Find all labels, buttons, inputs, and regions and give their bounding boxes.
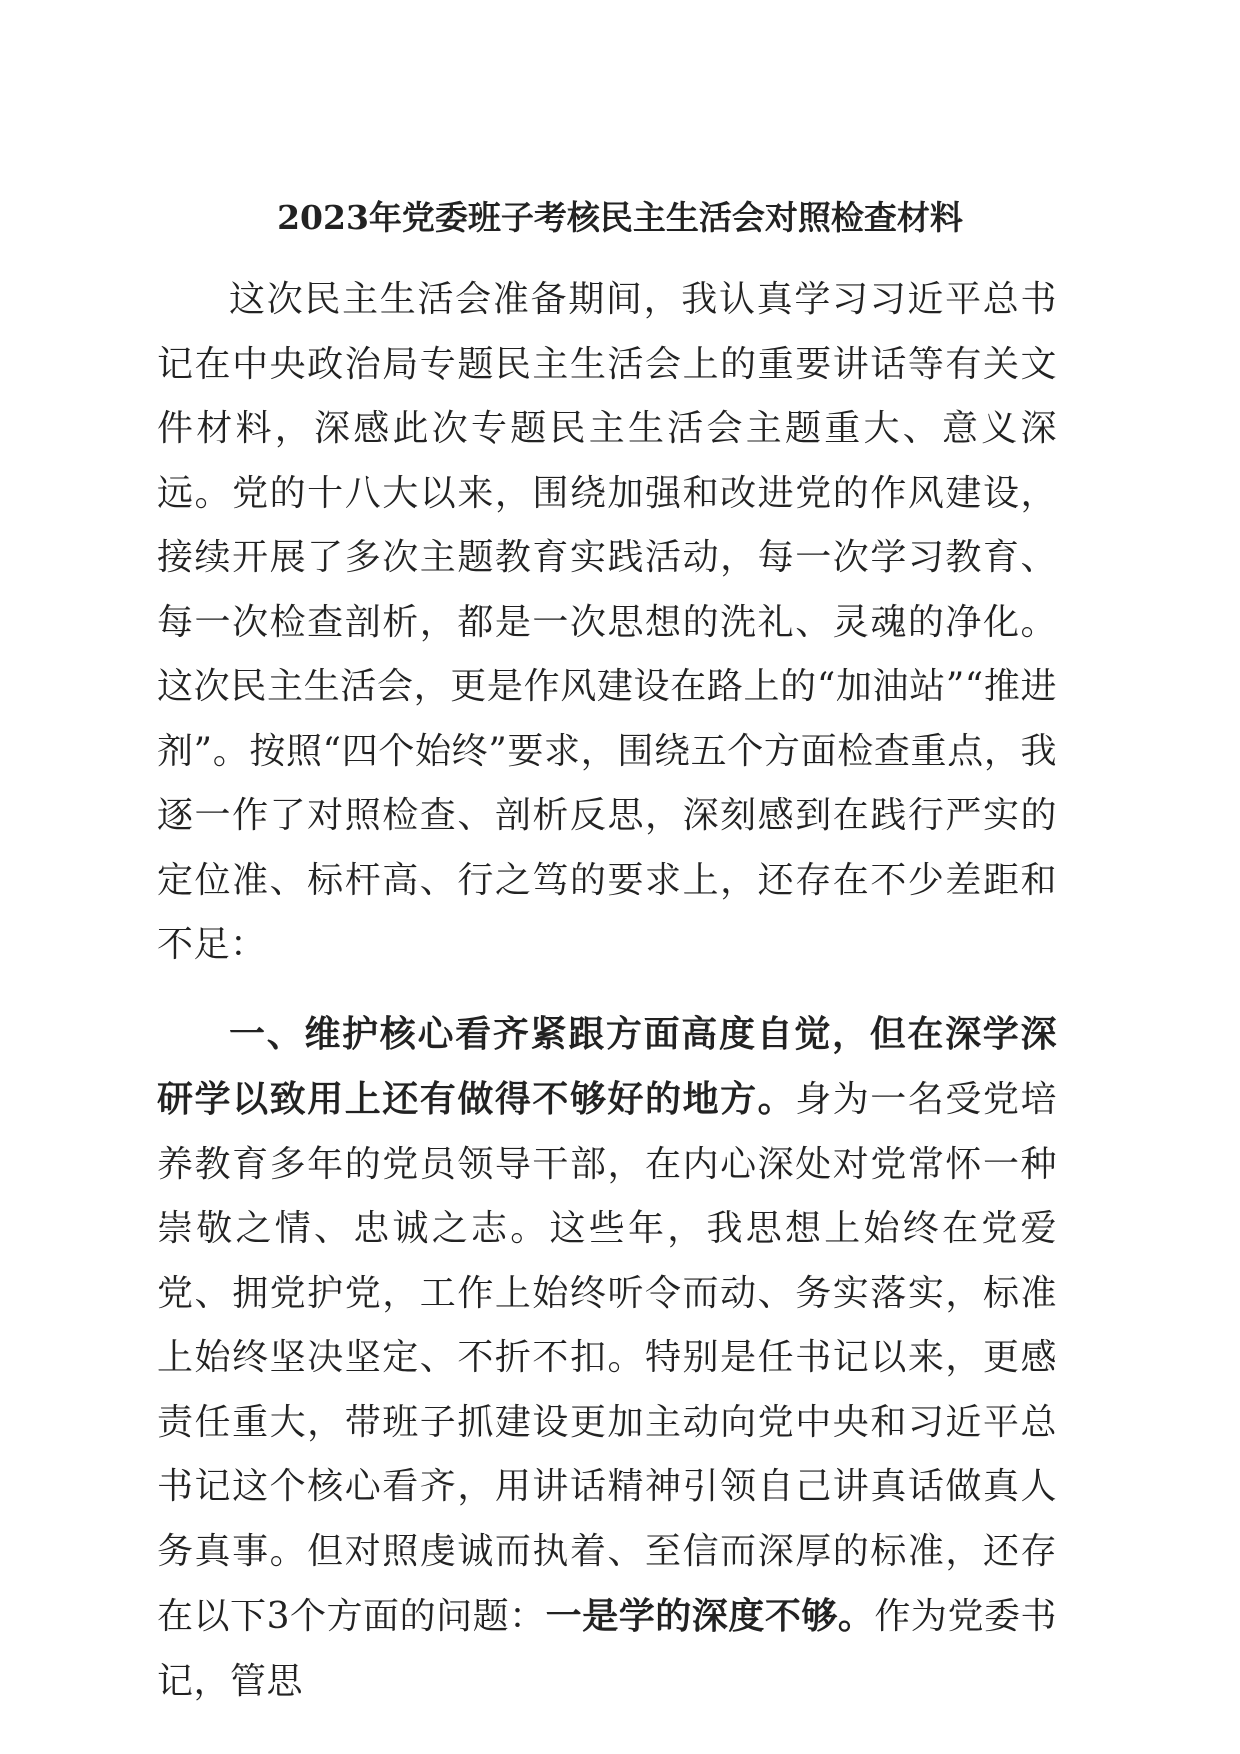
section-1-body-part1: 身为一名受党培养教育多年的党员领导干部，在内心深处对党常怀一种崇敬之情、忠诚之志。这些年，我思想上始终在党爱党、拥党护党，工作上始终听令而动、务实落实，标准上始终坚决坚定、不折不扣。特别是任书记以来，更感责任重大，带班子抓建设更加主动向党中央和习近平总书记这个核心看齐，用讲话精神引领自己讲真话做真人务真事。但对照虔诚而执着、至信而深厚的标准，还存在以下3个方面的问题： <box>157 1079 1057 1637</box>
document-body <box>157 268 1057 1714</box>
intro-paragraph: 这次民主生活会准备期间，我认真学习习近平总书记在中央政治局专题民主生活会上的重要讲话等有关文件材料，深感此次专题民主生活会主题重大、意义深远。党的十八大以来，围绕加强和改进党的作风建设，接续开展了多次主题教育实践活动，每一次学习教育、每一次检查剖析，都是一次思想的洗礼、灵魂的净化。这次民主生活会，更是作风建设在路上的“加油站”“推进剂”。按照“四个始终”要求，围绕五个方面检查重点，我逐一作了对照检查、剖析反思，深刻感到在践行严实的定位准、标杆高、行之笃的要求上，还存在不少差距和不足： <box>157 279 1057 965</box>
document-title: 2023年党委班子考核民主生活会对照检查材料 <box>277 198 963 237</box>
section-1-paragraph <box>157 1002 1057 1715</box>
section-1-heading: 一、维护核心看齐紧跟方面高度自觉，但在深学深研学以致用上还有做得不够好的地方。 <box>157 1012 1057 1120</box>
section-1-body-part2: 作为党委书记，管思 <box>157 1596 1057 1702</box>
point-1-heading: 一是学的深度不够。 <box>545 1595 875 1637</box>
